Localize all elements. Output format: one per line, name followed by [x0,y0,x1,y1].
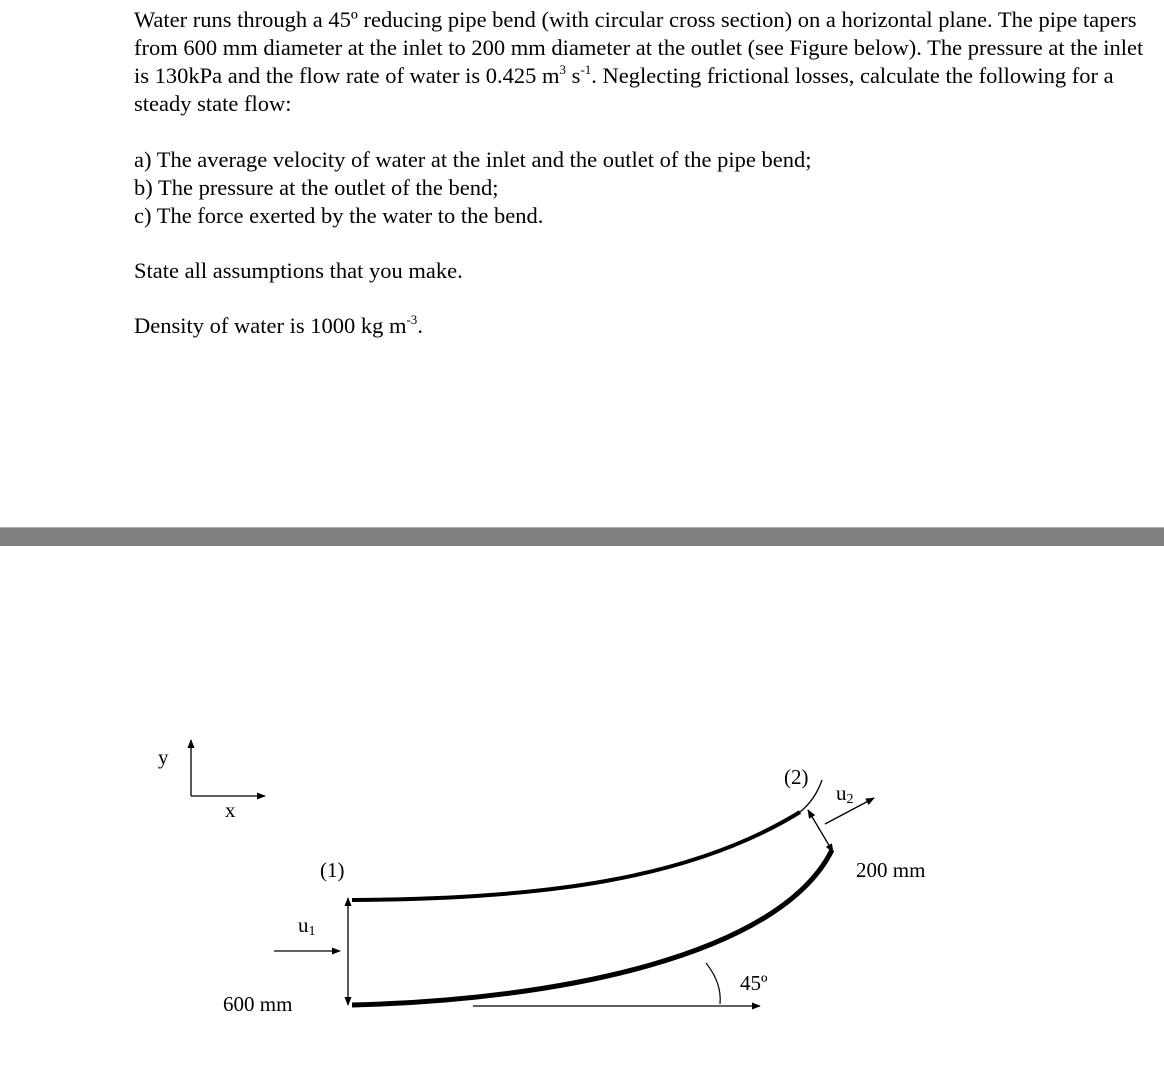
u1-label [298,913,316,939]
part-c: c) The force exerted by the water to the bend. [134,203,544,228]
u2-subscript: 2 [846,792,854,807]
density-period: . [417,313,423,338]
angle-arc [706,963,720,1004]
part-a: a) The average velocity of water at the inlet and the outlet of the pipe bend; [134,147,812,172]
assumptions-line: State all assumptions that you make. [134,258,463,283]
inlet-diameter-label: 600 mm [223,992,293,1016]
u1-symbol: u [298,913,309,937]
cubic-exponent: 3 [559,62,567,77]
u1-subscript: 1 [308,924,316,939]
x-axis-label: x [225,798,236,822]
inverse-exponent: -1 [580,62,592,77]
outlet-diameter-label: 200 mm [856,858,926,882]
part-b: b) The pressure at the outlet of the bend; [134,175,499,200]
u2-symbol: u [836,781,847,805]
angle-label: 45º [740,971,768,995]
section-1-label: (1) [320,858,345,882]
intro-end-text: . Neglecting frictional losses, calculate the following for a steady state flow: [134,63,1114,116]
section-2-label: (2) [784,765,809,789]
pipe-upper-wall [352,812,800,900]
density-text: Density of water is 1000 kg m [134,313,407,338]
density-exponent: -3 [406,312,418,327]
coordinate-axes [158,740,265,822]
u2-label [836,781,854,807]
outlet-diameter-arrow [808,810,833,852]
seconds-unit: s [566,63,581,88]
y-axis-label: y [158,745,169,769]
intro-text: Water runs through a 45º reducing pipe bend (with circular cross section) on a horizontal plane. The pipe tapers from 600 mm diameter at the inlet to 200 mm diameter at the outlet (see Figure below). The pressure at the inlet is 130kPa and the flow rate of water is 0.425 m [134,7,1144,88]
